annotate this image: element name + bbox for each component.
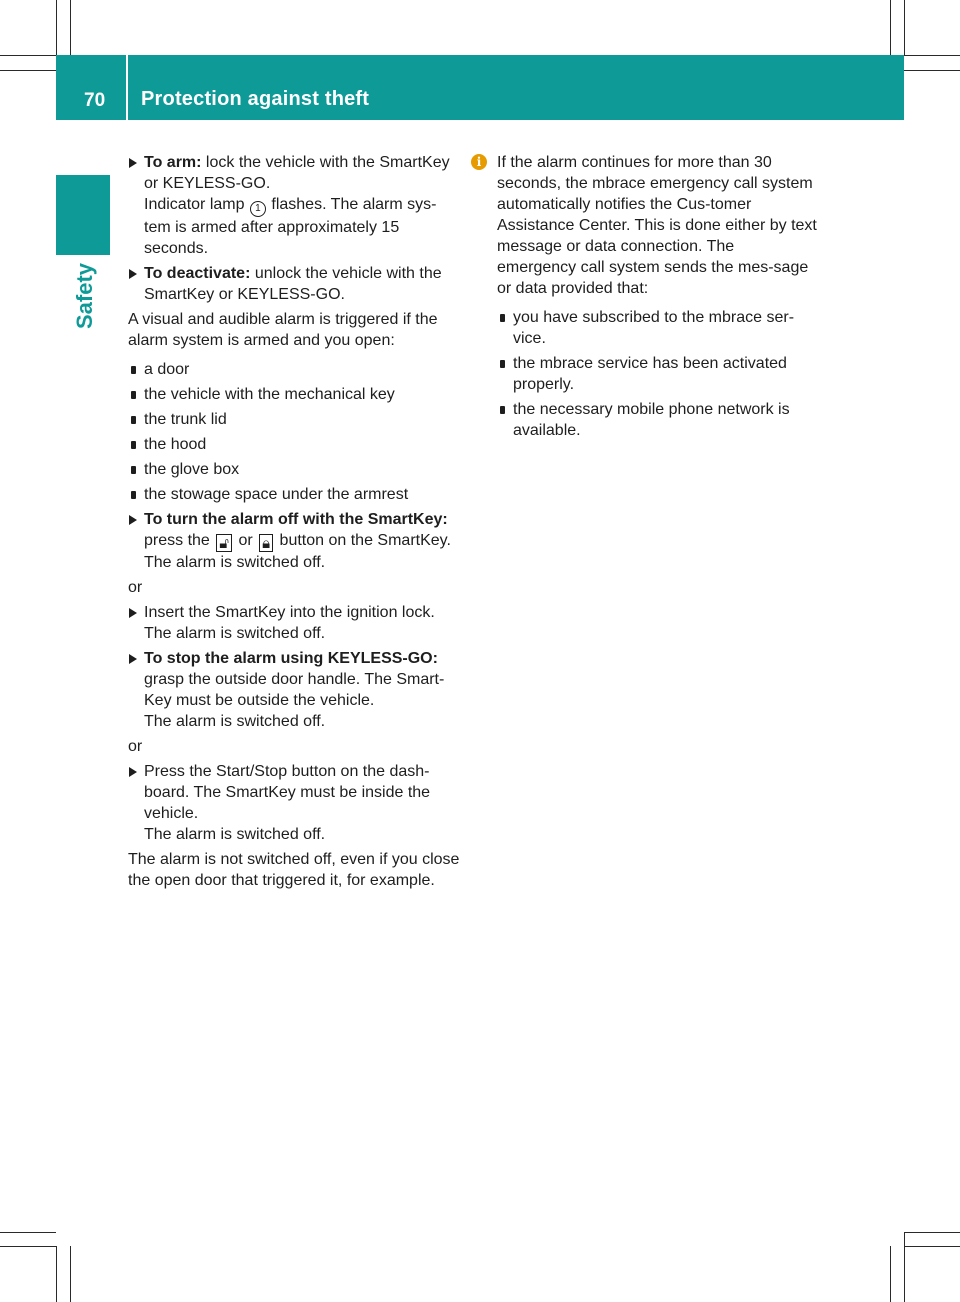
keyless-label: To stop the alarm using KEYLESS-GO: [144, 650, 438, 667]
crop-mark [904, 1246, 960, 1247]
chapter-label: Safety [72, 262, 97, 330]
crop-mark [0, 1246, 56, 1247]
smartkey-step [128, 509, 463, 573]
smartkey-result: The alarm is switched off. [144, 554, 326, 571]
info-text: If the alarm continues for more than 30 seconds, the mbrace emergency call system automatically notifies the Cus-tomer Assistance Center. This is done either by text message or data connection. The emergency call system sends the mes-sage or data provided that: [497, 154, 817, 297]
trigger-intro: A visual and audible alarm is triggered if the alarm system is armed and you open: [128, 311, 438, 349]
crop-mark [890, 0, 891, 55]
keyless-step [128, 648, 463, 732]
crop-mark [890, 1246, 891, 1302]
crop-mark [0, 70, 56, 71]
arm-text: lock the vehicle with the SmartKey or KEYLESS-GO. [144, 154, 450, 192]
list-item: the vehicle with the mechanical key [128, 384, 463, 405]
list-item: the trunk lid [128, 409, 463, 430]
crop-mark [904, 1232, 960, 1233]
crop-mark [904, 1232, 905, 1302]
crop-mark [904, 55, 960, 56]
info-note [476, 152, 817, 299]
list-item: you have subscribed to the mbrace ser-vice. [497, 307, 817, 349]
startstop-result: The alarm is switched off. [144, 826, 326, 843]
ignition-text: Insert the SmartKey into the ignition lock. [144, 604, 435, 621]
chapter-tab [56, 175, 110, 255]
ignition-step [128, 602, 463, 644]
deactivate-label: To deactivate: [144, 265, 251, 282]
keyless-result: The alarm is switched off. [144, 713, 326, 730]
arm-result-pre: Indicator lamp [144, 196, 249, 213]
or-separator: or [128, 579, 143, 596]
crop-mark [56, 0, 57, 55]
or-separator: or [128, 738, 143, 755]
crop-mark [0, 55, 56, 56]
lock-button-icon: 🔒︎ [259, 534, 273, 552]
list-item: the glove box [128, 459, 463, 480]
crop-mark [0, 1232, 56, 1233]
right-column [476, 152, 817, 445]
info-icon: i [471, 154, 487, 170]
arm-result [144, 194, 463, 259]
header-divider [126, 55, 128, 120]
deactivate-text: unlock the vehicle with the SmartKey or KEYLESS-GO. [144, 265, 442, 303]
list-item: the stowage space under the armrest [128, 484, 463, 505]
deactivate-step [128, 263, 463, 305]
crop-mark [70, 1246, 71, 1302]
smartkey-text-pre: press the [144, 532, 215, 549]
keyless-text: grasp the outside door handle. The Smart-Key must be outside the vehicle. [144, 671, 445, 709]
arm-step [128, 152, 463, 259]
list-item: the hood [128, 434, 463, 455]
startstop-text: Press the Start/Stop button on the dash-board. The SmartKey must be inside the vehicle. [144, 763, 431, 822]
smartkey-label: To turn the alarm off with the SmartKey: [144, 511, 448, 528]
crop-mark [904, 0, 905, 55]
ignition-result: The alarm is switched off. [144, 625, 326, 642]
list-item: the mbrace service has been activated properly. [497, 353, 817, 395]
crop-mark [70, 0, 71, 55]
arm-label: To arm: [144, 154, 202, 171]
closing-note: The alarm is not switched off, even if you close the open door that triggered it, for example. [128, 851, 460, 889]
list-item: a door [128, 359, 463, 380]
left-column [128, 152, 463, 895]
smartkey-text-post: button on the SmartKey. [275, 532, 451, 549]
callout-1-icon: 1 [250, 201, 266, 217]
smartkey-or: or [234, 532, 258, 549]
page-number: 70 [84, 90, 106, 111]
unlock-button-icon: 🔓︎ [216, 534, 232, 552]
section-title: Protection against theft [141, 88, 370, 110]
arm-result-post: flashes. The alarm sys-tem is armed after approximately 15 seconds. [144, 196, 437, 257]
startstop-step [128, 761, 463, 845]
crop-mark [56, 1246, 57, 1302]
crop-mark [904, 70, 960, 71]
list-item: the necessary mobile phone network is available. [497, 399, 817, 441]
